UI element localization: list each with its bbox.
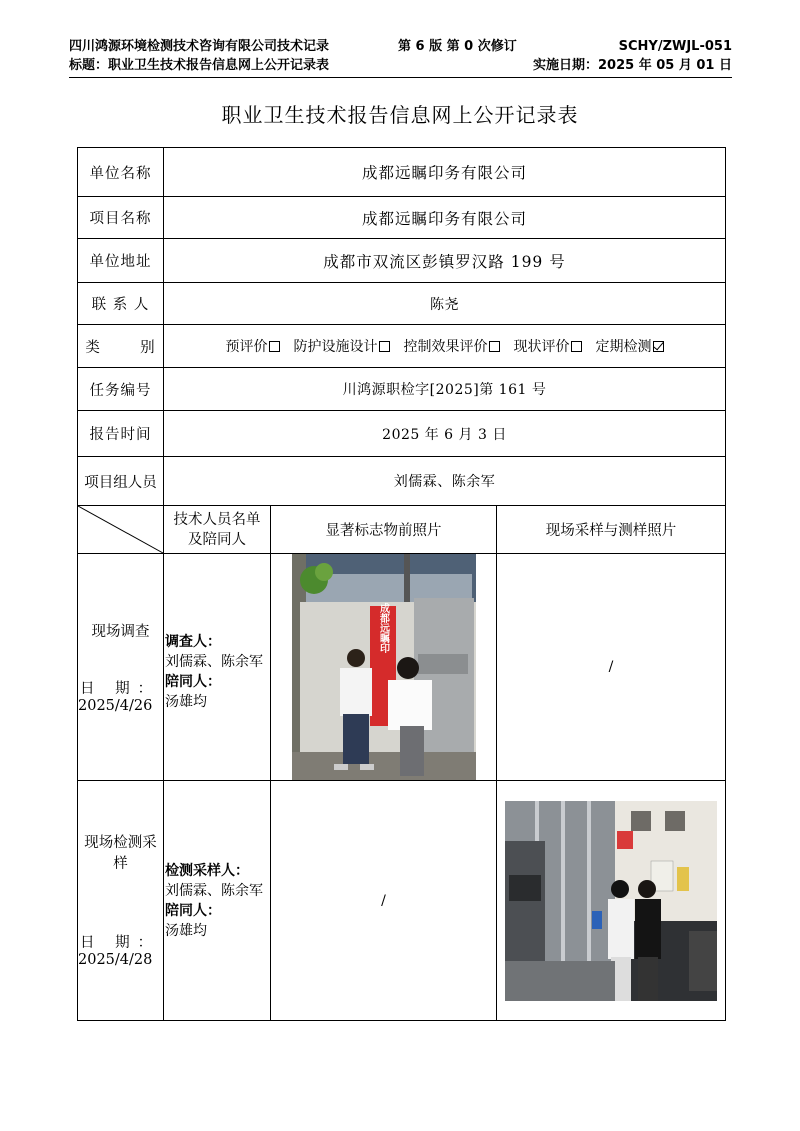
diagonal-header-cell xyxy=(78,506,164,554)
row-contact xyxy=(78,283,726,325)
contact-value: 陈尧 xyxy=(164,283,726,325)
doc-header-line-2 xyxy=(69,57,732,75)
category-option-label: 现状评价 xyxy=(513,339,570,355)
sampling-date-value: 2025/4/28 xyxy=(78,952,153,968)
company-record-title: 四川鸿源环境检测技术咨询有限公司技术记录 xyxy=(69,39,330,54)
category-option-label: 预评价 xyxy=(225,339,268,355)
header-divider xyxy=(69,77,732,78)
version-label: 第 6 版 第 0 次修订 xyxy=(398,39,517,54)
col-sampling-header: 现场采样与测样照片 xyxy=(497,506,726,554)
document-subject: 标题：职业卫生技术报告信息网上公开记录表 xyxy=(69,58,330,73)
row-project-name xyxy=(78,197,726,239)
row-unit-name xyxy=(78,148,726,197)
address-value: 成都市双流区彭镇罗汉路 199 号 xyxy=(164,239,726,283)
page-title: 职业卫生技术报告信息网上公开记录表 xyxy=(221,103,579,127)
photo-table-header xyxy=(78,506,726,554)
sampler-role: 检测采样人： xyxy=(165,862,249,879)
sampling-stage-label-line1: 现场检测采 xyxy=(84,835,157,851)
survey-stage-cell xyxy=(78,554,164,781)
category-option-label: 防护设施设计 xyxy=(293,339,378,355)
survey-people-cell xyxy=(164,554,271,781)
team-value: 刘儒霖、陈余军 xyxy=(164,457,726,506)
companion-role: 陪同人： xyxy=(165,902,221,919)
companion-names: 汤雄均 xyxy=(165,922,207,939)
project-name-label: 项目名称 xyxy=(78,197,164,239)
col-staff-header: 技术人员名单及陪同人 xyxy=(164,506,271,554)
task-no-value: 川鸿源职检字[2025]第 161 号 xyxy=(164,368,726,411)
surveyor-names: 刘儒霖、陈余军 xyxy=(165,654,263,670)
category-label: 类 别 xyxy=(78,325,164,368)
sampling-stage-label-line2: 样 xyxy=(113,856,128,872)
category-option-pre-evaluation[interactable] xyxy=(226,336,280,356)
survey-landmark-photo-cell xyxy=(271,554,497,781)
row-team xyxy=(78,457,726,506)
col-landmark-header: 显著标志物前照片 xyxy=(271,506,497,554)
task-no-label: 任务编号 xyxy=(78,368,164,411)
document-code: SCHY/ZWJL-051 xyxy=(618,39,732,54)
project-name-value: 成都远瞩印务有限公司 xyxy=(164,197,726,239)
survey-stage-label: 现场调查 xyxy=(91,624,150,640)
category-option-label: 控制效果评价 xyxy=(403,339,488,355)
team-label: 项目组人员 xyxy=(78,457,164,506)
checkbox-icon[interactable] xyxy=(489,341,500,352)
unit-name-value: 成都远瞩印务有限公司 xyxy=(164,148,726,197)
survey-date-value: 2025/4/26 xyxy=(78,698,153,714)
doc-header-line-1 xyxy=(69,38,732,56)
unit-name-label: 单位名称 xyxy=(78,148,164,197)
diagonal-line xyxy=(78,506,163,553)
row-report-date xyxy=(78,411,726,457)
sampler-names: 刘儒霖、陈余军 xyxy=(165,882,263,899)
landmark-photo-image xyxy=(292,554,476,780)
contact-label: 联 系 人 xyxy=(78,283,164,325)
sampling-photo-image xyxy=(505,801,717,1001)
sampling-date-label: 日 期： xyxy=(80,935,161,951)
checkbox-checked-icon[interactable] xyxy=(653,341,664,352)
category-option-protection-design[interactable] xyxy=(294,336,390,356)
companion-role: 陪同人： xyxy=(165,674,221,690)
sampling-stage-cell xyxy=(78,781,164,1021)
sampling-photo-cell xyxy=(497,781,726,1021)
category-option-control-effect[interactable] xyxy=(404,336,500,356)
row-task-no xyxy=(78,368,726,411)
sampling-landmark-photo-placeholder: / xyxy=(271,781,497,1021)
checkbox-icon[interactable] xyxy=(571,341,582,352)
report-date-label: 报告时间 xyxy=(78,411,164,457)
category-option-label: 定期检测 xyxy=(595,339,652,355)
effective-date: 实施日期：2025 年 05 月 01 日 xyxy=(533,58,732,73)
address-label: 单位地址 xyxy=(78,239,164,283)
category-options xyxy=(164,325,726,368)
checkbox-icon[interactable] xyxy=(269,341,280,352)
row-address xyxy=(78,239,726,283)
category-option-periodic-testing[interactable] xyxy=(596,336,664,356)
survey-date-label: 日 期： xyxy=(80,681,161,697)
sampling-people-cell xyxy=(164,781,271,1021)
row-sampling xyxy=(78,781,726,1021)
landmark-sign-text: 成都远瞩印 xyxy=(377,603,388,653)
row-survey xyxy=(78,554,726,781)
checkbox-icon[interactable] xyxy=(379,341,390,352)
survey-sampling-photo-placeholder: / xyxy=(497,554,726,781)
record-table xyxy=(77,147,726,1021)
category-option-status-evaluation[interactable] xyxy=(514,336,582,356)
report-date-value: 2025 年 6 月 3 日 xyxy=(164,411,726,457)
companion-names: 汤雄均 xyxy=(165,694,207,710)
row-category xyxy=(78,325,726,368)
surveyor-role: 调查人： xyxy=(165,634,221,650)
